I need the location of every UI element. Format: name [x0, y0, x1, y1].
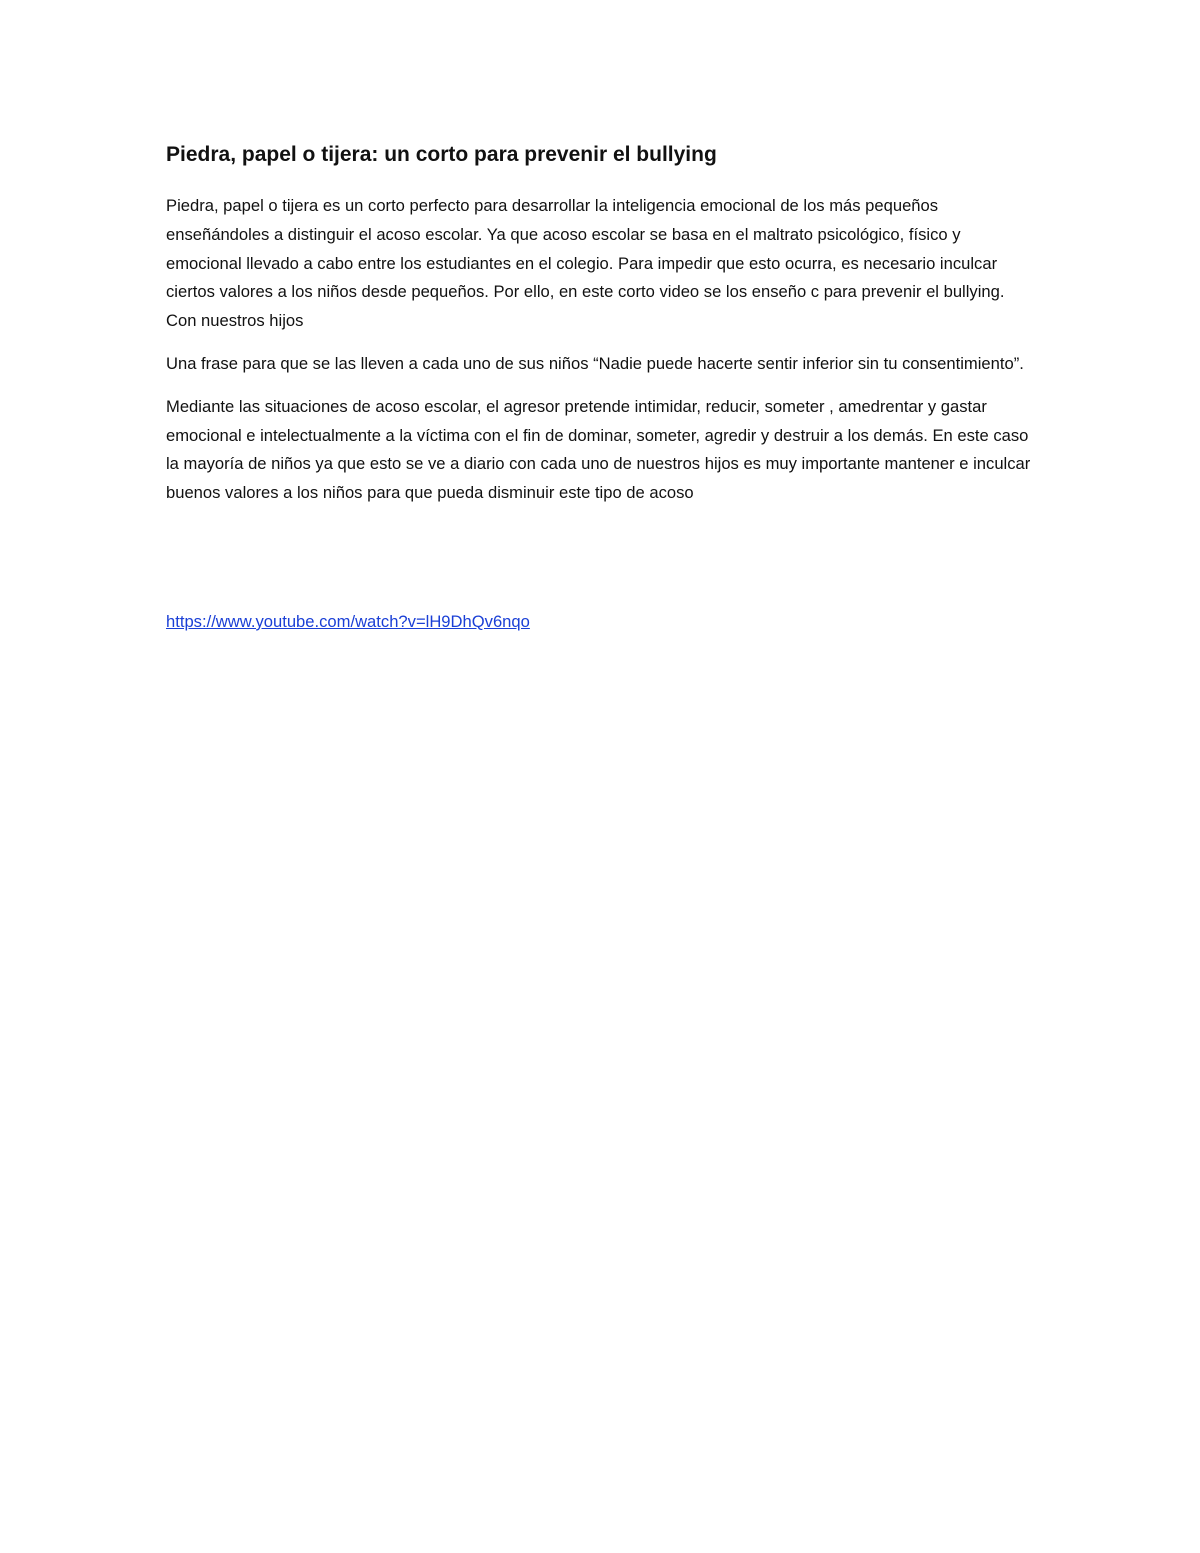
paragraph-quote: Una frase para que se las lleven a cada uno de sus niños “Nadie puede hacerte sentir inferior sin tu consentimiento”. [166, 353, 1024, 373]
document-body [166, 138, 1038, 637]
paragraph-intro: Piedra, papel o tijera es un corto perfecto para desarrollar la inteligencia emocional de los más pequeños enseñándoles a distinguir el acoso escolar. Ya que acoso escolar se basa en el maltrato psicológico, físico y emocional llevado a cabo entre los estudiantes en el colegio. Para impedir que esto ocurra, es necesario inculcar ciertos valores a los niños desde pequeños. Por ello, en este corto video se los enseño c para prevenir el bullying. Con nuestros hijos [166, 196, 1005, 331]
blank-space [166, 522, 1038, 608]
document-title: Piedra, papel o tijera: un corto para prevenir el bullying [166, 143, 717, 166]
paragraph-details: Mediante las situaciones de acoso escolar, el agresor pretende intimidar, reducir, someter , amedrentar y gastar emocional e intelectualmente a la víctima con el fin de dominar, someter, agredir y destruir a los demás. En este caso la mayoría de niños ya que esto se ve a diario con cada uno de nuestros hijos es muy importante mantener e inculcar buenos valores a los niños para que pueda disminuir este tipo de acoso [166, 396, 1031, 503]
youtube-link[interactable]: https://www.youtube.com/watch?v=lH9DhQv6nqo [166, 611, 530, 631]
